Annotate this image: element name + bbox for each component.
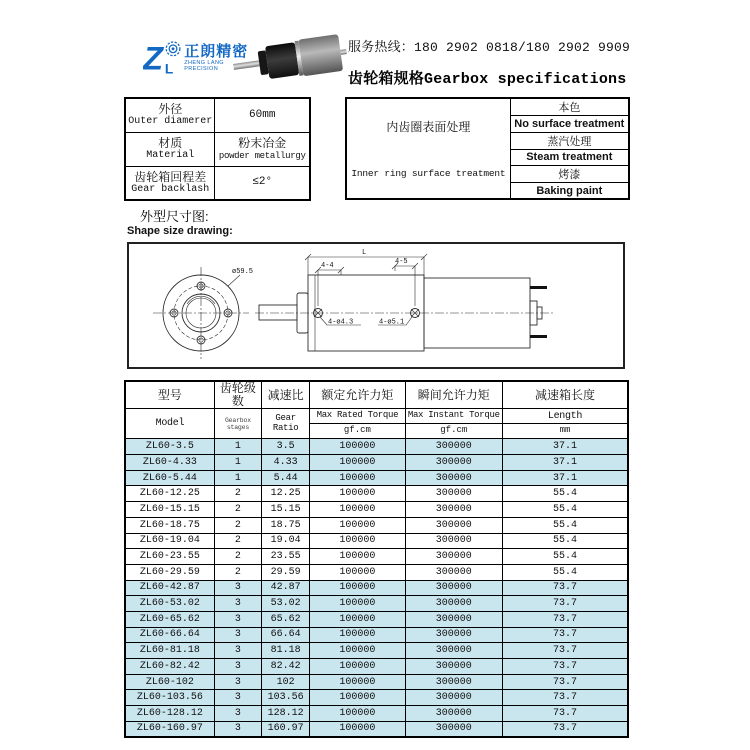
cell-length: 55.4 [502,502,628,518]
table-row [125,439,628,455]
hole1-label: 4-ø4.3 [328,318,354,327]
cell-ratio: 23.55 [262,549,310,565]
col-length-unit: mm [502,424,628,439]
table-row [125,470,628,486]
surface-option-en: Steam treatment [510,149,629,166]
cell-stages: 3 [214,674,261,690]
col-length-cn: 减速箱长度 [502,381,628,409]
cell-rated: 100000 [310,533,405,549]
cell-instant: 300000 [405,580,502,596]
cell-rated: 100000 [310,517,405,533]
cell-instant: 300000 [405,659,502,675]
cell-rated: 100000 [310,486,405,502]
cell-model: ZL60-160.97 [125,721,214,737]
cell-model: ZL60-23.55 [125,549,214,565]
drawing-label-en: Shape size drawing: [127,225,233,237]
cell-stages: 3 [214,721,261,737]
cell-rated: 100000 [310,564,405,580]
cell-rated: 100000 [310,674,405,690]
col-rated-en: Max Rated Torque [310,409,405,424]
spec-label-en: Material [146,150,195,162]
photo-shaft [233,60,259,70]
photo-motor-body [298,34,343,76]
cell-instant: 300000 [405,564,502,580]
cell-length: 55.4 [502,564,628,580]
spec-label-cn: 外径 [158,102,183,117]
header-row-en [125,409,628,424]
cell-stages: 3 [214,596,261,612]
cell-ratio: 160.97 [262,721,310,737]
cell-ratio: 66.64 [262,627,310,643]
cell-model: ZL60-19.04 [125,533,214,549]
cell-rated: 100000 [310,439,405,455]
cell-ratio: 4.33 [262,455,310,471]
drawing-label-cn: 外型尺寸图: [140,209,209,224]
cell-model: ZL60-128.12 [125,706,214,722]
cell-length: 73.7 [502,643,628,659]
spec-label-cn: 齿轮箱回程差 [134,169,207,184]
table-row [125,659,628,675]
front-view [153,267,253,359]
cell-model: ZL60-3.5 [125,439,214,455]
table-row [125,580,628,596]
dim-diameter-label: ø59.5 [232,268,254,276]
cell-ratio: 12.25 [262,486,310,502]
cell-instant: 300000 [405,549,502,565]
cell-stages: 2 [214,486,261,502]
logo-mark-icon [143,37,181,77]
cell-length: 73.7 [502,706,628,722]
col-stages-cn: 齿轮级数 [214,381,261,409]
surface-label-cn: 内齿圈表面处理 [386,119,471,134]
cell-rated: 100000 [310,502,405,518]
cell-length: 73.7 [502,580,628,596]
cell-stages: 3 [214,611,261,627]
company-name-en: ZHENG LANG PRECISION [184,59,224,72]
spec-row-backlash [125,166,310,200]
cell-length: 37.1 [502,439,628,455]
cell-ratio: 53.02 [262,596,310,612]
cell-ratio: 42.87 [262,580,310,596]
surface-option-cn: 烤漆 [510,166,629,183]
cell-stages: 3 [214,690,261,706]
cell-ratio: 82.42 [262,659,310,675]
spec-row-outer-diameter [125,98,310,132]
cell-model: ZL60-53.02 [125,596,214,612]
cell-length: 73.7 [502,596,628,612]
col-instant-en: Max Instant Torque [405,409,502,424]
cell-ratio: 65.62 [262,611,310,627]
cell-model: ZL60-29.59 [125,564,214,580]
gearmotor-image [231,30,350,87]
cell-stages: 3 [214,580,261,596]
cell-instant: 300000 [405,486,502,502]
table-row [125,643,628,659]
cell-model: ZL60-15.15 [125,502,214,518]
product-photo [231,30,349,88]
spec-row-material [125,132,310,166]
cell-length: 73.7 [502,721,628,737]
cell-model: ZL60-103.56 [125,690,214,706]
cell-length: 73.7 [502,659,628,675]
cell-instant: 300000 [405,455,502,471]
cell-length: 37.1 [502,455,628,471]
cell-instant: 300000 [405,596,502,612]
cell-rated: 100000 [310,470,405,486]
surface-label-cell [346,98,510,199]
cell-length: 37.1 [502,470,628,486]
cell-model: ZL60-102 [125,674,214,690]
cell-length: 73.7 [502,627,628,643]
col-ratio-en: Gear Ratio [262,409,310,439]
cell-instant: 300000 [405,533,502,549]
cell-instant: 300000 [405,627,502,643]
surface-option-en: Baking paint [510,183,629,200]
cell-model: ZL60-42.87 [125,580,214,596]
cell-ratio: 103.56 [262,690,310,706]
cell-length: 73.7 [502,611,628,627]
cell-instant: 300000 [405,517,502,533]
table-row [125,533,628,549]
cell-instant: 300000 [405,674,502,690]
col-length-en: Length [502,409,628,424]
cell-stages: 2 [214,564,261,580]
cell-model: ZL60-4.33 [125,455,214,471]
cell-instant: 300000 [405,721,502,737]
cell-length: 55.4 [502,533,628,549]
table-row [125,690,628,706]
surface-option-cn: 蒸汽处理 [510,132,629,149]
spec-label-cn: 材质 [158,135,183,150]
cell-instant: 300000 [405,690,502,706]
company-name-cn: 正朗精密 [184,42,249,60]
cell-model: ZL60-81.18 [125,643,214,659]
dimension-drawing [127,242,625,369]
spec-value: ≤2° [215,166,310,200]
col-instant-unit: gf.cm [405,424,502,439]
cell-instant: 300000 [405,439,502,455]
cell-rated: 100000 [310,580,405,596]
table-row [125,611,628,627]
table-row [125,721,628,737]
cell-stages: 1 [214,439,261,455]
cell-ratio: 3.5 [262,439,310,455]
service-hotline: 服务热线：180 2902 0818/180 2902 9909 [348,40,631,55]
dim-length-label: L [362,249,367,257]
cell-rated: 100000 [310,643,405,659]
cell-stages: 1 [214,455,261,471]
hole2-label: 4-ø5.1 [379,318,405,327]
cell-ratio: 29.59 [262,564,310,580]
col-stages-en: Gearbox stages [214,409,261,439]
cell-ratio: 18.75 [262,517,310,533]
cell-ratio: 15.15 [262,502,310,518]
cell-length: 55.4 [502,549,628,565]
spec-value-en: powder metallurgy [218,150,306,161]
table-row [125,549,628,565]
cell-stages: 2 [214,533,261,549]
cell-length: 55.4 [502,486,628,502]
spec-table [124,97,311,201]
col-model-cn: 型号 [125,381,214,409]
cell-instant: 300000 [405,611,502,627]
cell-instant: 300000 [405,643,502,659]
svg-text:L: L [164,61,174,77]
spec-value-cn: 粉末冶金 [238,136,287,151]
col-ratio-cn: 减速比 [262,381,310,409]
cell-stages: 3 [214,659,261,675]
cell-ratio: 102 [262,674,310,690]
cell-model: ZL60-12.25 [125,486,214,502]
cell-instant: 300000 [405,502,502,518]
cell-ratio: 81.18 [262,643,310,659]
cell-ratio: 5.44 [262,470,310,486]
cell-stages: 3 [214,627,261,643]
cell-stages: 2 [214,502,261,518]
surface-option-en: No surface treatment [510,116,629,133]
cell-rated: 100000 [310,690,405,706]
side-view [255,249,553,351]
spec-label-en: Gear backlash [131,183,210,195]
surface-treatment-table [345,97,630,200]
surface-option-cn: 本色 [510,98,629,116]
table-row [125,486,628,502]
cell-model: ZL60-5.44 [125,470,214,486]
main-table [124,380,629,738]
cell-stages: 2 [214,549,261,565]
dimension-drawing-svg [129,244,623,367]
cell-model: ZL60-18.75 [125,517,214,533]
cell-model: ZL60-66.64 [125,627,214,643]
cell-length: 55.4 [502,517,628,533]
cell-ratio: 19.04 [262,533,310,549]
cell-instant: 300000 [405,706,502,722]
table-row [125,674,628,690]
cell-rated: 100000 [310,659,405,675]
cell-ratio: 128.12 [262,706,310,722]
table-row [125,706,628,722]
table-row [125,502,628,518]
cell-length: 73.7 [502,674,628,690]
table-row [125,517,628,533]
cell-stages: 2 [214,517,261,533]
cell-rated: 100000 [310,721,405,737]
cell-stages: 1 [214,470,261,486]
col-model-en: Model [125,409,214,439]
cell-rated: 100000 [310,627,405,643]
spec-label-en: Outer diamerer [128,116,213,128]
cell-stages: 3 [214,706,261,722]
col-rated-unit: gf.cm [310,424,405,439]
svg-text:Z: Z [143,39,164,77]
cell-rated: 100000 [310,455,405,471]
cell-instant: 300000 [405,470,502,486]
cell-rated: 100000 [310,596,405,612]
dim-45-label: 4-5 [395,258,408,266]
photo-gearbox-body [265,42,300,79]
cell-rated: 100000 [310,611,405,627]
spec-value: 60mm [215,98,310,132]
table-row [125,596,628,612]
table-row [125,455,628,471]
table-row [125,627,628,643]
photo-rear-pin [341,49,347,55]
page-title: 齿轮箱规格Gearbox specifications [348,71,627,88]
col-rated-cn: 额定允许力矩 [310,381,405,409]
cell-model: ZL60-82.42 [125,659,214,675]
header-row-cn [125,381,628,409]
col-instant-cn: 瞬间允许力矩 [405,381,502,409]
cell-model: ZL60-65.62 [125,611,214,627]
cell-rated: 100000 [310,549,405,565]
cell-rated: 100000 [310,706,405,722]
dim-44-label: 4-4 [321,262,334,270]
main-table-header [125,381,628,439]
cell-length: 73.7 [502,690,628,706]
table-row [125,564,628,580]
cell-stages: 3 [214,643,261,659]
surface-label-en: Inner ring surface treatment [351,168,506,180]
main-table-body [125,439,628,737]
